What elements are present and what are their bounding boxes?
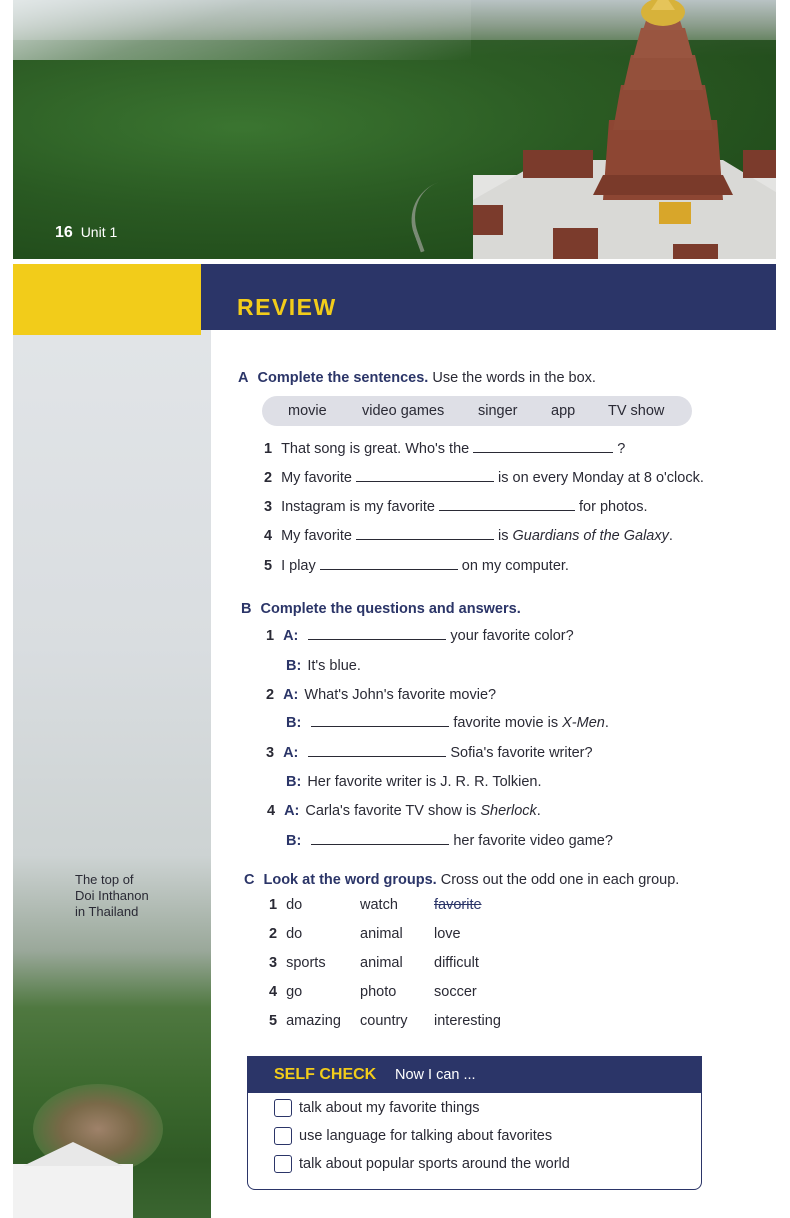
speaker-label: B: [286,658,302,674]
self-check-subtitle: Now I can ... [395,1067,476,1083]
self-check-header [248,1057,701,1093]
answer-blank[interactable] [308,745,446,757]
exercise-b-item [286,658,361,674]
checkbox[interactable] [274,1127,292,1145]
word-group [269,984,302,1000]
banner-title: REVIEW [237,294,337,320]
self-check-label: use language for talking about favorites [299,1128,553,1144]
exercise-b-item [266,745,593,761]
section-letter: A [238,370,249,386]
item-text: Her favorite writer is J. R. R. Tolkien. [307,774,542,790]
word-box [262,396,692,426]
word-box-item: singer [478,403,518,419]
group-word[interactable]: do [286,926,303,942]
speaker-label: A: [283,745,299,761]
group-word[interactable]: sports [286,955,326,971]
item-number: 1 [266,628,275,644]
word-group [269,897,302,913]
group-word[interactable]: love [434,926,461,942]
caption-line: The top of [75,872,134,887]
answer-blank[interactable] [320,558,458,570]
section-title: Complete the sentences. [257,370,429,386]
pagoda-illustration [473,0,776,259]
word-box-item: app [551,403,576,419]
building [13,1164,133,1218]
exercise-a-item [264,558,569,574]
review-banner [201,264,776,330]
word-group [269,926,302,942]
group-word[interactable]: country [360,1013,408,1029]
self-check-item[interactable] [274,1099,480,1117]
group-word[interactable]: watch [360,897,398,913]
exercise-b-item [286,833,613,849]
mist [13,0,471,60]
sidebar-photo [13,264,211,1218]
item-text: her favorite video game? [453,833,613,849]
speaker-label: A: [283,687,299,703]
self-check-box [247,1056,702,1190]
item-number: 4 [264,528,273,544]
item-text: My favorite [281,528,352,544]
item-text: That song is great. Who's the [281,441,470,457]
item-text: I play [281,558,316,574]
item-number: 2 [269,926,278,942]
item-number: 4 [267,803,276,819]
exercise-a-item [264,441,625,457]
item-text: your favorite color? [450,628,574,644]
item-italic: Guardians of the Galaxy [512,528,669,544]
section-c-heading [244,872,679,888]
answer-blank[interactable] [356,528,494,540]
group-word[interactable]: animal [360,926,403,942]
item-text: What's John's favorite movie? [304,687,497,703]
exercise-b-item [266,687,496,703]
word-box-item: video games [362,403,445,419]
item-text: My favorite [281,470,352,486]
exercise-b-item [266,628,574,644]
group-word[interactable]: interesting [434,1013,501,1029]
speaker-label: B: [286,833,302,849]
group-word[interactable]: soccer [434,984,477,1000]
section-instruction: Cross out the odd one in each group. [440,872,680,888]
section-instruction: Use the words in the box. [432,370,596,386]
group-word[interactable]: difficult [434,955,479,971]
self-check-label: talk about popular sports around the world [299,1156,570,1172]
group-word[interactable]: animal [360,955,403,971]
header-photo [13,0,776,259]
item-text: favorite movie is [453,715,563,731]
self-check-label: talk about my favorite things [299,1100,480,1116]
exercise-b-item [286,774,542,790]
self-check-item[interactable] [274,1155,570,1173]
speaker-label: A: [283,628,299,644]
item-text: on my computer. [461,558,569,574]
section-a-heading [238,370,596,386]
item-number: 3 [266,745,275,761]
exercise-b-item [286,715,609,731]
exercise-b-item [267,803,541,819]
item-italic: X-Men [562,715,605,731]
group-word[interactable]: go [286,984,303,1000]
group-word[interactable]: photo [360,984,397,1000]
speaker-label: B: [286,774,302,790]
word-box-item: movie [288,403,327,419]
section-title: Complete the questions and answers. [260,601,521,617]
speaker-label: A: [284,803,300,819]
item-number: 4 [269,984,278,1000]
answer-blank[interactable] [308,628,446,640]
item-text: . [536,803,541,819]
group-word[interactable]: amazing [286,1013,341,1029]
yellow-accent [13,264,201,335]
checkbox[interactable] [274,1155,292,1173]
item-number: 5 [264,558,273,574]
exercise-a-item [264,499,648,515]
item-text: for photos. [579,499,648,515]
page-number: 16 [55,224,73,241]
page-label [55,224,117,242]
item-number: 1 [269,897,278,913]
item-number: 2 [266,687,275,703]
item-text: ? [617,441,626,457]
item-number: 3 [269,955,278,971]
word-box-item: TV show [608,403,665,419]
checkbox[interactable] [274,1099,292,1117]
caption-line: Doi Inthanon [75,888,149,903]
answer-blank[interactable] [439,499,575,511]
item-text: is on every Monday at 8 o'clock. [498,470,704,486]
caption-line: in Thailand [75,904,139,919]
item-italic: Sherlock [480,803,537,819]
item-number: 3 [264,499,273,515]
item-text: is [498,528,513,544]
word-group [269,1013,341,1029]
section-title: Look at the word groups. [263,872,437,888]
item-text: . [668,528,673,544]
group-word-crossed[interactable]: favorite [434,897,482,913]
item-number: 5 [269,1013,278,1029]
exercise-a-item [264,470,704,486]
word-group [269,955,326,971]
item-text: Carla's favorite TV show is [305,803,481,819]
answer-blank[interactable] [311,833,449,845]
section-letter: B [241,601,252,617]
item-text: Instagram is my favorite [281,499,435,515]
item-text: . [604,715,609,731]
group-word[interactable]: do [286,897,303,913]
speaker-label: B: [286,715,302,731]
item-number: 1 [264,441,273,457]
self-check-title: SELF CHECK [274,1066,377,1083]
answer-blank[interactable] [356,470,494,482]
section-letter: C [244,872,255,888]
self-check-item[interactable] [274,1127,552,1145]
item-number: 2 [264,470,273,486]
unit-label: Unit 1 [80,224,118,240]
answer-blank[interactable] [473,441,613,453]
section-b-heading [241,601,521,617]
photo-caption [75,872,185,920]
item-text: Sofia's favorite writer? [450,745,593,761]
exercise-a-item [264,528,673,544]
answer-blank[interactable] [311,715,449,727]
item-text: It's blue. [307,658,361,674]
